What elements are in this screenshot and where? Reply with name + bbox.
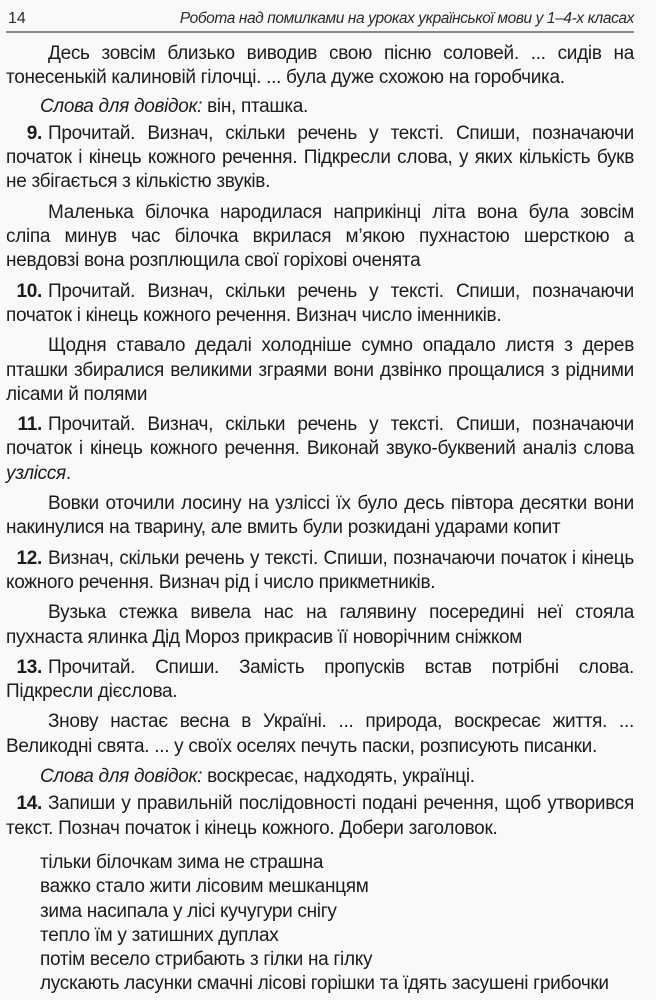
- list-item: тільки білочкам зима не страшна: [40, 851, 324, 873]
- sentence-list: [6, 851, 634, 997]
- list-item: тепло їм у затишних дуплах: [40, 924, 279, 946]
- task-13: [6, 656, 634, 705]
- page-header: [6, 2, 634, 28]
- task-12: [6, 547, 634, 596]
- exercise-text: Вузька стежка вивела нас на галявину посередині неї стояла пухнаста ялинка Дід Мороз прикрасив її новорічним сніжком: [6, 602, 634, 648]
- list-item: важко стало жити лісовим мешканцям: [40, 876, 369, 898]
- exercise-text: Знову настає весна в Україні. ... природа, воскресає життя. ... Великодні свята. ... у своїх оселях печуть паски, розписують писанки.: [6, 711, 634, 757]
- task-10: [6, 280, 634, 329]
- task-instruction: Прочитай. Визнач, скільки речень у тексті. Спиши, позначаючи початок і кінець кожного речення. Визнач число іменників.: [6, 280, 634, 326]
- list-item: лускають ласунки смачні лісові горішки та їдять засушені грибочки: [40, 973, 609, 995]
- task-9: [6, 122, 634, 195]
- analysis-word: узлісся: [6, 462, 66, 484]
- task-instruction: Прочитай. Визнач, скільки речень у тексті. Спиши, позначаючи початок і кінець кожного речення. Виконай звуко-буквений аналіз слова: [6, 414, 634, 460]
- exercise-text: Вовки оточили лосину на узліссі їх було десь півтора десятки вони накинулися на тварину, але вмить були розкидані ударами копит: [6, 493, 634, 539]
- task-instruction: Запиши у правильній послідовності подані речення, щоб утворився текст. Познач початок і кінець кожного. Добери заголовок.: [6, 793, 634, 839]
- task-number: 9.: [26, 122, 42, 144]
- running-title: Робота над помилками на уроках української мови у 1–4-х класах: [179, 10, 634, 27]
- task-instruction: Прочитай. Спиши. Замість пропусків встав потрібні слова. Підкресли дієслова.: [6, 656, 634, 703]
- task-11: [6, 413, 634, 486]
- task-14: [6, 792, 634, 841]
- reference-list: він, пташка.: [202, 95, 309, 117]
- task-number: 11.: [17, 414, 42, 436]
- task-number: 14.: [16, 793, 42, 815]
- task-number: 10.: [16, 280, 42, 302]
- task-instruction: Прочитай. Визнач, скільки речень у тексті. Спиши, позначаючи початок і кінець кожного речення. Підкресли слова, у яких кількість букв не збігається з кількістю звуків.: [6, 122, 634, 193]
- exercise-text: Маленька білочка народилася наприкінці літа вона була зовсім сліпа минув час білочка вкрилася м’якою пухнастою шерсткою а невдовзі вона розплющила свої горіхові оченята: [6, 201, 634, 272]
- reference-words: [6, 95, 634, 119]
- reference-words: [6, 765, 634, 789]
- exercise-text: Щодня ставало дедалі холодніше сумно опадало листя з дерев пташки збиралися великими зграями вони дзвінко прощалися з рідними лісами й полями: [6, 335, 634, 405]
- task-number: 12.: [16, 547, 42, 569]
- task-number: 13.: [16, 656, 42, 678]
- page-content: [6, 38, 634, 997]
- header-divider: [6, 31, 634, 33]
- punctuation: .: [65, 462, 71, 484]
- page-number: 14: [8, 10, 26, 27]
- reference-list: воскресає, надходять, українці.: [202, 766, 475, 788]
- list-item: зима насипала у лісі кучугури снігу: [40, 900, 337, 922]
- exercise-text: Десь зовсім близько виводив свою пісню соловей. ... сидів на тонесенькій калиновій гілочці. ... була дуже схожою на горобчика.: [6, 43, 634, 89]
- reference-label: Слова для довідок:: [40, 766, 203, 788]
- list-item: потім весело стрибають з гілки на гілку: [40, 949, 373, 971]
- task-instruction: Визнач, скільки речень у тексті. Спиши, позначаючи початок і кінець кожного речення. Визнач рід і число прикметників.: [6, 547, 634, 593]
- reference-label: Слова для довідок:: [40, 95, 203, 117]
